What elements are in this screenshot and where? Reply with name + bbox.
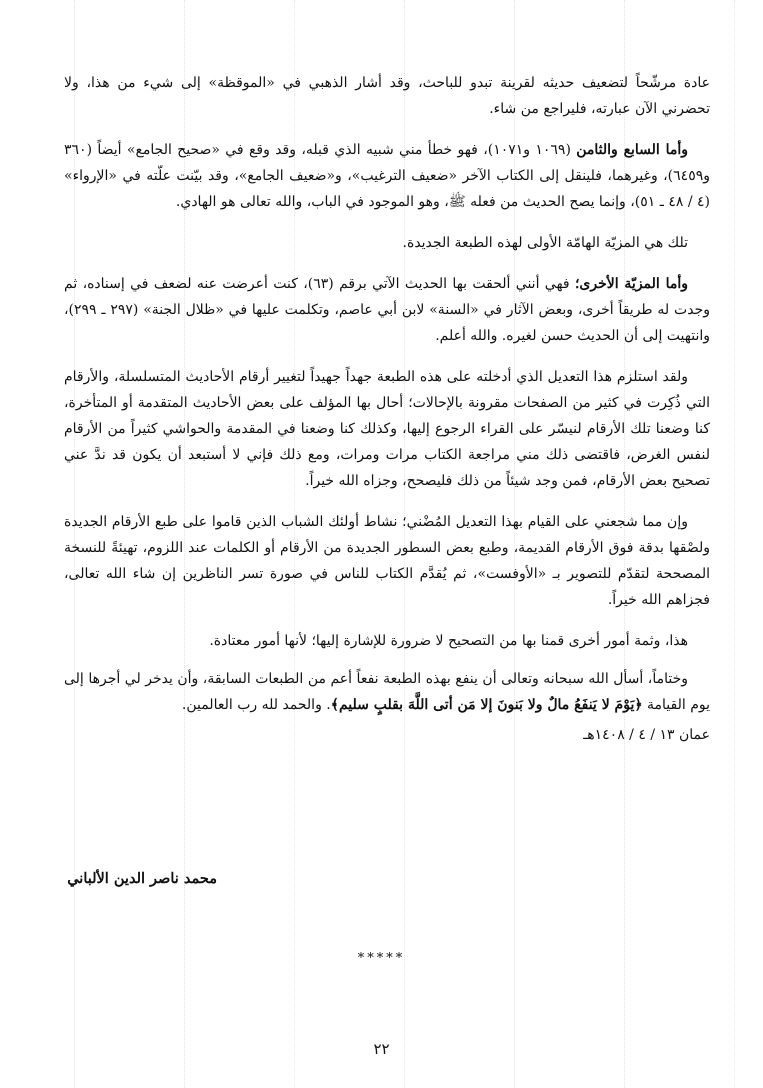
- page-number: ٢٢: [373, 1040, 390, 1058]
- date-line: عمان ١٣ / ٤ / ١٤٠٨هـ: [583, 727, 710, 743]
- paragraph-8: [64, 666, 710, 718]
- paragraph-2-text: (١٠٦٩ و١٠٧١)، فهو خطأ مني شبيه الذي قبله، وقد وقع في «صحيح الجامع» أيضاً (٣٦٠ و٦٤٥٩)، وغيرهما، فلينقل إلى الكتاب الآخر «ضعيف الترغيب»، و«ضعيف الجامع»، وقد بيّنت علّته في «الإرواء» (٤ / ٤٨ ـ ٥١)، وإنما يصح الحديث من فعله ﷺ، وهو الموجود في الباب، والله تعالى هو الهادي.: [64, 142, 710, 210]
- paragraph-3: تلك هي المزيّة الهامّة الأولى لهذه الطبعة الجديدة.: [402, 235, 688, 251]
- paragraph-1: عادة مرشّحاً لتضعيف حديثه لقرينة تبدو للباحث، وقد أشار الذهبي في «الموقظة» إلى شيء من هذا، ولا تحضرني الآن عبارته، فليراجع من شاء.: [64, 75, 710, 117]
- paragraph-2: [64, 137, 710, 215]
- paragraph-6: وإن مما شجعني على القيام بهذا التعديل المُضْني؛ نشاط أولئك الشباب الذين قاموا على طبع الأرقام الجديدة ولصْقها بدقة فوق الأرقام القديمة، وطبع بعض السطور الجديدة من الأرقام أو الكلمات عند اللزوم، تهيئةً للنسخة المصححة لتقدّم للتصوير بـ «الأوفست»، ثم يُقدَّم الكتاب للناس في صورة تسر الناظرين إن شاء الله تعالى، فجزاهم الله خيراً.: [64, 514, 710, 608]
- paragraph-5: ولقد استلزم هذا التعديل الذي أدخلته على هذه الطبعة جهداً جهيداً لتغيير أرقام الأحاديث المتسلسلة، والأرقام التي ذُكِرت في كثير من الصفحات مقرونة بالإحالات؛ أحال بها المؤلف على بعض الأحاديث المتقدمة أو المتأخرة، كنا وضعنا تلك الأرقام لنيسّر على القراء الرجوع إليها، وكذلك كنا وضعنا في المقدمة والحواشي كثيراً من الأرقام لنفس الغرض، فاقتضى ذلك مني مراجعة الكتاب مرات ومرات، ومع ذلك فإني لا أستبعد أن يكون قد ندَّ عني تصحيح بعض الأرقام، فمن وجد شيئاً من ذلك فليصحح، وجزاه الله خيراً.: [64, 369, 710, 489]
- grid-line: [734, 0, 735, 1088]
- quran-verse: ﴿يَوْمَ لا يَنفَعُ مالٌ ولا بَنونَ إلا مَن أتى اللَّهَ بقلبٍ سليم﴾: [330, 697, 643, 713]
- paragraph-4-text: فهي أنني ألحقت بها الحديث الآتي برقم (٦٣)، كنت أعرضت عنه لضعف في إسناده، ثم وجدت له طريقاً أخرى، وبعض الآثار في «السنة» لابن أبي عاصم، وتكلمت عليها في «ظلال الجنة» (٢٩٧ ـ ٢٩٩)، وانتهيت إلى أن الحديث حسن لغيره. والله أعلم.: [64, 276, 710, 344]
- author-signature: محمد ناصر الدين الألباني: [67, 870, 217, 887]
- section-separator: *****: [357, 951, 406, 966]
- paragraph-4-lead: وأما المزيّة الأخرى؛: [574, 276, 688, 292]
- paragraph-7: هذا، وثمة أمور أخرى قمنا بها من التصحيح لا ضرورة للإشارة إليها؛ لأنها أمور معتادة.: [209, 633, 688, 649]
- paragraph-8-text: وختاماً، أسأل الله سبحانه وتعالى أن ينفع بهذه الطبعة نفعاً أعم من الطبعات السابقة، وأن يدخر لي أجرها إلى يوم القيامة: [64, 671, 710, 713]
- paragraph-2-lead: وأما السابع والثامن: [576, 142, 688, 158]
- paragraph-8-closing: . والحمد لله رب العالمين.: [181, 697, 331, 713]
- body-text: [64, 70, 710, 763]
- paragraph-4: [64, 271, 710, 349]
